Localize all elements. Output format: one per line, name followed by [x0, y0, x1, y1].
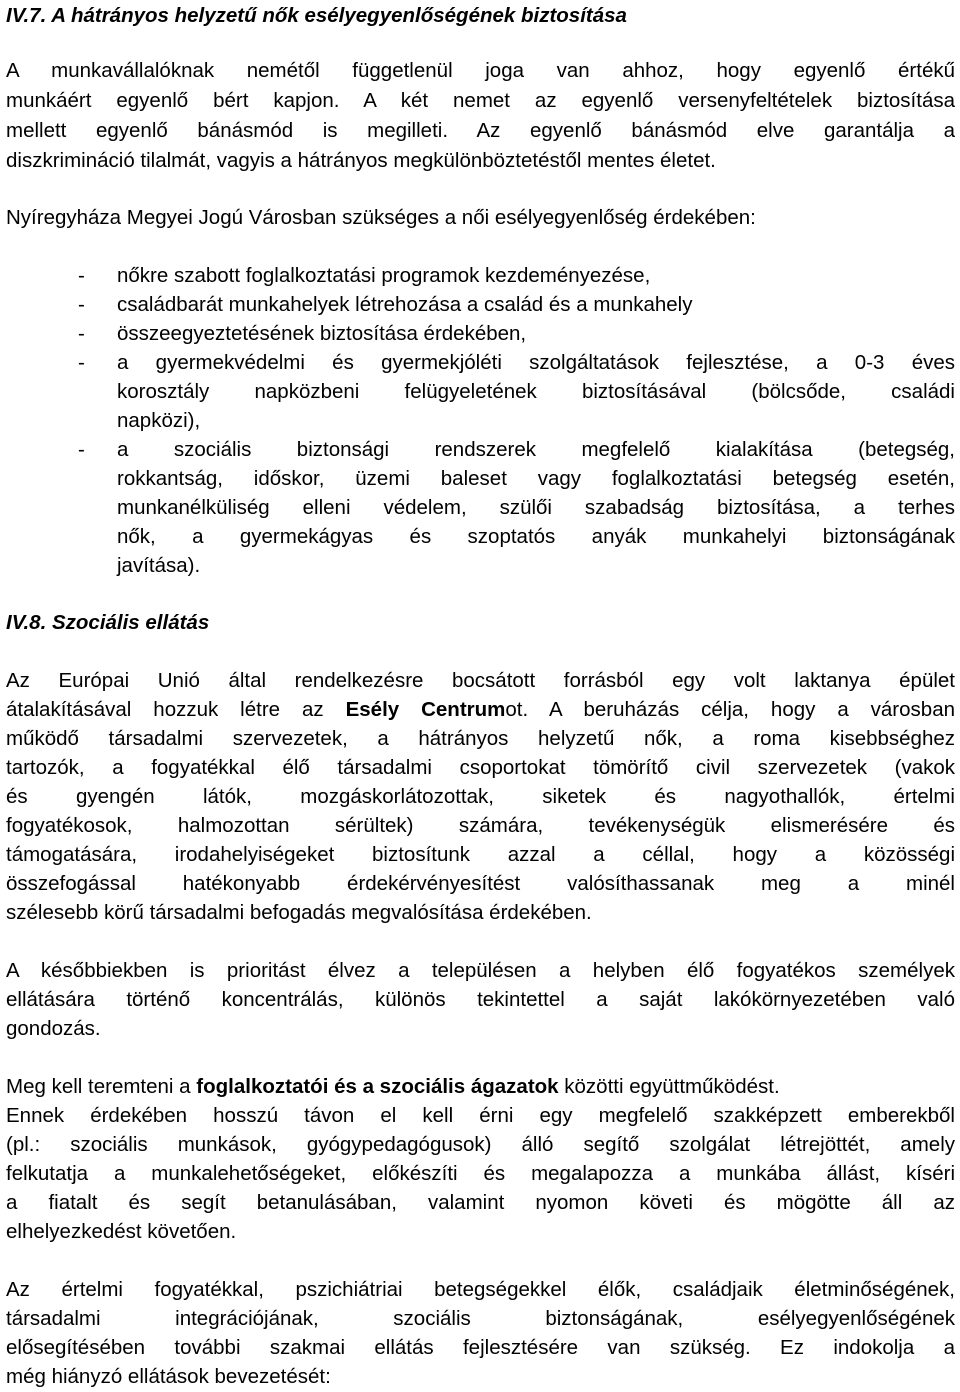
text-line: (pl.: szociális munkások, gyógypedagógusok) álló segítő szolgálat létrejöttét, amely: [6, 1133, 955, 1156]
list-item-continuation: korosztály napközbeni felügyeletének biztosításával (bölcsőde, családi: [117, 380, 955, 403]
list-bullet-dash: -: [78, 264, 85, 287]
text-line: A későbbiekben is prioritást élvez a településen a helyben élő fogyatékos személyek: [6, 959, 955, 982]
list-item-continuation: javítása).: [117, 554, 201, 577]
list-bullet-dash: -: [78, 351, 85, 374]
text-line: átalakításával hozzuk létre az Esély Centrumot. A beruházás célja, hogy a városban: [6, 698, 955, 721]
sectors-bold: foglalkoztatói és a szociális ágazatok: [196, 1075, 559, 1098]
list-item-continuation: munkanélküliség elleni védelem, szülői szabadság biztosítása, a terhes: [117, 496, 955, 519]
list-item: összeegyeztetésének biztosítása érdekében,: [117, 322, 527, 345]
list-bullet-dash: -: [78, 438, 85, 461]
text-line: diszkrimináció tilalmát, vagyis a hátrányos megkülönböztetéstől mentes életet.: [6, 149, 716, 172]
list-item-continuation: napközi),: [117, 409, 201, 432]
text-line: elhelyezkedést követően.: [6, 1220, 237, 1243]
text-line: tartozók, a fogyatékkal élő társadalmi csoportokat tömörítő civil szervezetek (vakok: [6, 756, 955, 779]
section-heading-iv8: IV.8. Szociális ellátás: [6, 611, 210, 634]
text-line: elősegítésében további szakmai ellátás fejlesztésére van szükség. Ez indokolja a: [6, 1336, 955, 1359]
text-line: és gyengén látók, mozgáskorlátozottak, siketek és nagyothallók, értelmi: [6, 785, 955, 808]
text-line: a fiatalt és segít betanulásában, valamint nyomon követi és mögötte áll az: [6, 1191, 955, 1214]
list-item: nőkre szabott foglalkoztatási programok kezdeményezése,: [117, 264, 651, 287]
paragraph-intro: Nyíregyháza Megyei Jogú Városban szükséges a női esélyegyenlőség érdekében:: [6, 206, 756, 229]
text-line: felkutatja a munkalehetőségeket, előkészíti és megalapozza a munkába állást, kíséri: [6, 1162, 955, 1185]
text-line: mellett egyenlő bánásmód is megilleti. Az egyenlő bánásmód elve garantálja a: [6, 119, 955, 142]
text-line: A munkavállalóknak nemétől függetlenül joga van ahhoz, hogy egyenlő értékű: [6, 59, 955, 82]
list-item: a szociális biztonsági rendszerek megfelelő kialakítása (betegség,: [117, 438, 955, 461]
text-line: gondozás.: [6, 1017, 101, 1040]
text-line: Az Európai Unió által rendelkezésre bocsátott forrásból egy volt laktanya épület: [6, 669, 955, 692]
text-line: ellátására történő koncentrálás, különös tekintettel a saját lakókörnyezetében való: [6, 988, 955, 1011]
list-item: a gyermekvédelmi és gyermekjóléti szolgáltatások fejlesztése, a 0-3 éves: [117, 351, 955, 374]
text-line: Az értelmi fogyatékkal, pszichiátriai betegségekkel élők, családjaik életminőségének,: [6, 1278, 955, 1301]
esely-centrum-bold: Esély Centrum: [345, 698, 506, 721]
text-line: működő társadalmi szervezetek, a hátrányos helyzetű nők, a roma kisebbséghez: [6, 727, 955, 750]
text-line: társadalmi integrációjának, szociális biztonságának, esélyegyenlőségének: [6, 1307, 955, 1330]
text-line: Meg kell teremteni a foglalkoztatói és a szociális ágazatok közötti együttműködést.: [6, 1075, 780, 1098]
list-item-continuation: nők, a gyermekágyas és szoptatós anyák munkahelyi biztonságának: [117, 525, 955, 548]
text-line: összefogással hatékonyabb érdekérvényesítést valósíthassanak meg a minél: [6, 872, 955, 895]
list-item: családbarát munkahelyek létrehozása a család és a munkahely: [117, 293, 693, 316]
text-line: támogatására, irodahelyiségeket biztosítunk azzal a céllal, hogy a közösségi: [6, 843, 955, 866]
text-line: még hiányzó ellátások bevezetését:: [6, 1365, 331, 1388]
section-heading-iv7: IV.7. A hátrányos helyzetű nők esélyegyenlőségének biztosítása: [6, 4, 627, 27]
list-bullet-dash: -: [78, 322, 85, 345]
text-line: fogyatékosok, halmozottan sérültek) számára, tevékenységük elismerésére és: [6, 814, 955, 837]
text-line: Ennek érdekében hosszú távon el kell érni egy megfelelő szakképzett emberekből: [6, 1104, 955, 1127]
list-bullet-dash: -: [78, 293, 85, 316]
list-item-continuation: rokkantság, időskor, üzemi baleset vagy foglalkoztatási betegség esetén,: [117, 467, 955, 490]
text-line: szélesebb körű társadalmi befogadás megvalósítása érdekében.: [6, 901, 592, 924]
text-line: munkáért egyenlő bért kapjon. A két nemet az egyenlő versenyfeltételek biztosítása: [6, 89, 955, 112]
